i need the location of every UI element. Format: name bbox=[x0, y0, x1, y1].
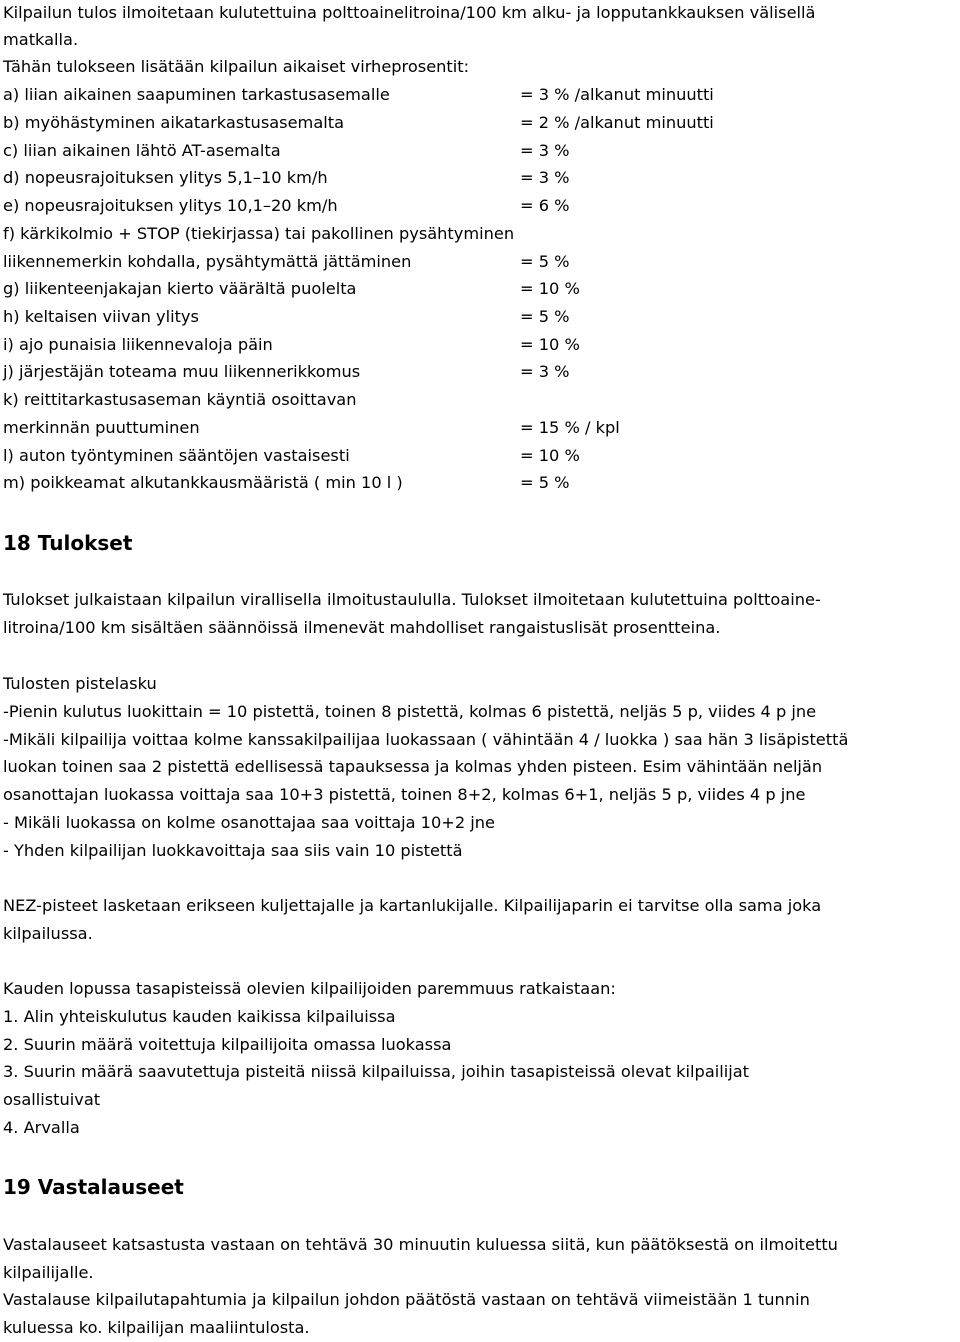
list-item: 4. Arvalla bbox=[3, 1118, 80, 1137]
list-item: 3. Suurin määrä saavutettuja pisteitä niissä kilpailuissa, joihin tasapisteissä olevat kilpailijat bbox=[3, 1062, 750, 1081]
penalty-label: m) poikkeamat alkutankkausmääristä ( min 10 l ) bbox=[3, 473, 403, 492]
penalty-label: h) keltaisen viivan ylitys bbox=[3, 307, 199, 326]
intro-line: Tähän tulokseen lisätään kilpailun aikaiset virheprosentit: bbox=[3, 57, 470, 76]
paragraph-line: kilpailijalle. bbox=[3, 1263, 94, 1282]
penalty-value: = 5 % bbox=[520, 473, 570, 492]
scoring-line: -Mikäli kilpailija voittaa kolme kanssakilpailijaa luokassaan ( vähintään 4 / luokka ) saa hän 3 lisäpistettä bbox=[3, 730, 849, 749]
penalty-label: d) nopeusrajoituksen ylitys 5,1–10 km/h bbox=[3, 168, 328, 187]
paragraph-line: Tulokset julkaistaan kilpailun virallisella ilmoitustaululla. Tulokset ilmoitetaan kulutettuina polttoaine- bbox=[3, 590, 821, 609]
penalty-value: = 3 % bbox=[520, 362, 570, 381]
list-item: 2. Suurin määrä voitettuja kilpailijoita omassa luokassa bbox=[3, 1035, 452, 1054]
penalty-value: = 15 % / kpl bbox=[520, 418, 620, 437]
paragraph-line: NEZ-pisteet lasketaan erikseen kuljettajalle ja kartanlukijalle. Kilpailijaparin ei tarvitse olla sama joka bbox=[3, 896, 822, 915]
intro-line: matkalla. bbox=[3, 30, 79, 49]
penalty-value: = 2 % /alkanut minuutti bbox=[520, 113, 714, 132]
penalty-value: = 5 % bbox=[520, 307, 570, 326]
penalty-value: = 6 % bbox=[520, 196, 570, 215]
penalty-label: e) nopeusrajoituksen ylitys 10,1–20 km/h bbox=[3, 196, 338, 215]
scoring-line: osanottajan luokassa voittaja saa 10+3 pistettä, toinen 8+2, kolmas 6+1, neljäs 5 p, viides 4 p jne bbox=[3, 785, 806, 804]
penalty-label: a) liian aikainen saapuminen tarkastusasemalle bbox=[3, 85, 390, 104]
intro-line: Kilpailun tulos ilmoitetaan kulutettuina polttoainelitroina/100 km alku- ja lopputankkauksen välisellä bbox=[3, 3, 816, 22]
penalty-label: merkinnän puuttuminen bbox=[3, 418, 200, 437]
penalty-label: j) järjestäjän toteama muu liikennerikkomus bbox=[3, 362, 361, 381]
penalty-value: = 10 % bbox=[520, 279, 580, 298]
section-heading: 19 Vastalauseet bbox=[3, 1175, 184, 1199]
penalty-label: b) myöhästyminen aikatarkastusasemalta bbox=[3, 113, 345, 132]
paragraph-line: Kauden lopussa tasapisteissä olevien kilpailijoiden paremmuus ratkaistaan: bbox=[3, 979, 616, 998]
penalty-value: = 3 % bbox=[520, 168, 570, 187]
list-item: 1. Alin yhteiskulutus kauden kaikissa kilpailuissa bbox=[3, 1007, 396, 1026]
scoring-line: - Yhden kilpailijan luokkavoittaja saa siis vain 10 pistettä bbox=[3, 841, 463, 860]
penalty-label: k) reittitarkastusaseman käyntiä osoittavan bbox=[3, 390, 357, 409]
penalty-label: l) auton työntyminen sääntöjen vastaisesti bbox=[3, 446, 350, 465]
list-item: osallistuivat bbox=[3, 1090, 101, 1109]
paragraph-line: kilpailussa. bbox=[3, 924, 93, 943]
penalty-value: = 3 % /alkanut minuutti bbox=[520, 85, 714, 104]
penalty-label: f) kärkikolmio + STOP (tiekirjassa) tai pakollinen pysähtyminen bbox=[3, 224, 515, 243]
penalty-value: = 10 % bbox=[520, 335, 580, 354]
paragraph-line: kuluessa ko. kilpailijan maaliintulosta. bbox=[3, 1318, 310, 1337]
penalty-value: = 3 % bbox=[520, 141, 570, 160]
penalty-label: i) ajo punaisia liikennevaloja päin bbox=[3, 335, 273, 354]
subheading: Tulosten pistelasku bbox=[3, 674, 157, 693]
paragraph-line: litroina/100 km sisältäen säännöissä ilmenevät mahdolliset rangaistuslisät prosentteina. bbox=[3, 618, 721, 637]
section-heading: 18 Tulokset bbox=[3, 531, 133, 555]
penalty-label: c) liian aikainen lähtö AT-asemalta bbox=[3, 141, 281, 160]
penalty-label: liikennemerkin kohdalla, pysähtymättä jättäminen bbox=[3, 252, 412, 271]
penalty-value: = 10 % bbox=[520, 446, 580, 465]
penalty-value: = 5 % bbox=[520, 252, 570, 271]
scoring-line: - Mikäli luokassa on kolme osanottajaa saa voittaja 10+2 jne bbox=[3, 813, 495, 832]
paragraph-line: Vastalauseet katsastusta vastaan on tehtävä 30 minuutin kuluessa siitä, kun päätöksestä on ilmoitettu bbox=[3, 1235, 838, 1254]
scoring-line: luokan toinen saa 2 pistettä edellisessä tapauksessa ja kolmas yhden pisteen. Esim vähintään neljän bbox=[3, 757, 823, 776]
scoring-line: -Pienin kulutus luokittain = 10 pistettä, toinen 8 pistettä, kolmas 6 pistettä, neljäs 5 p, viides 4 p jne bbox=[3, 702, 817, 721]
paragraph-line: Vastalause kilpailutapahtumia ja kilpailun johdon päätöstä vastaan on tehtävä viimeistään 1 tunnin bbox=[3, 1290, 810, 1309]
penalty-label: g) liikenteenjakajan kierto väärältä puolelta bbox=[3, 279, 357, 298]
